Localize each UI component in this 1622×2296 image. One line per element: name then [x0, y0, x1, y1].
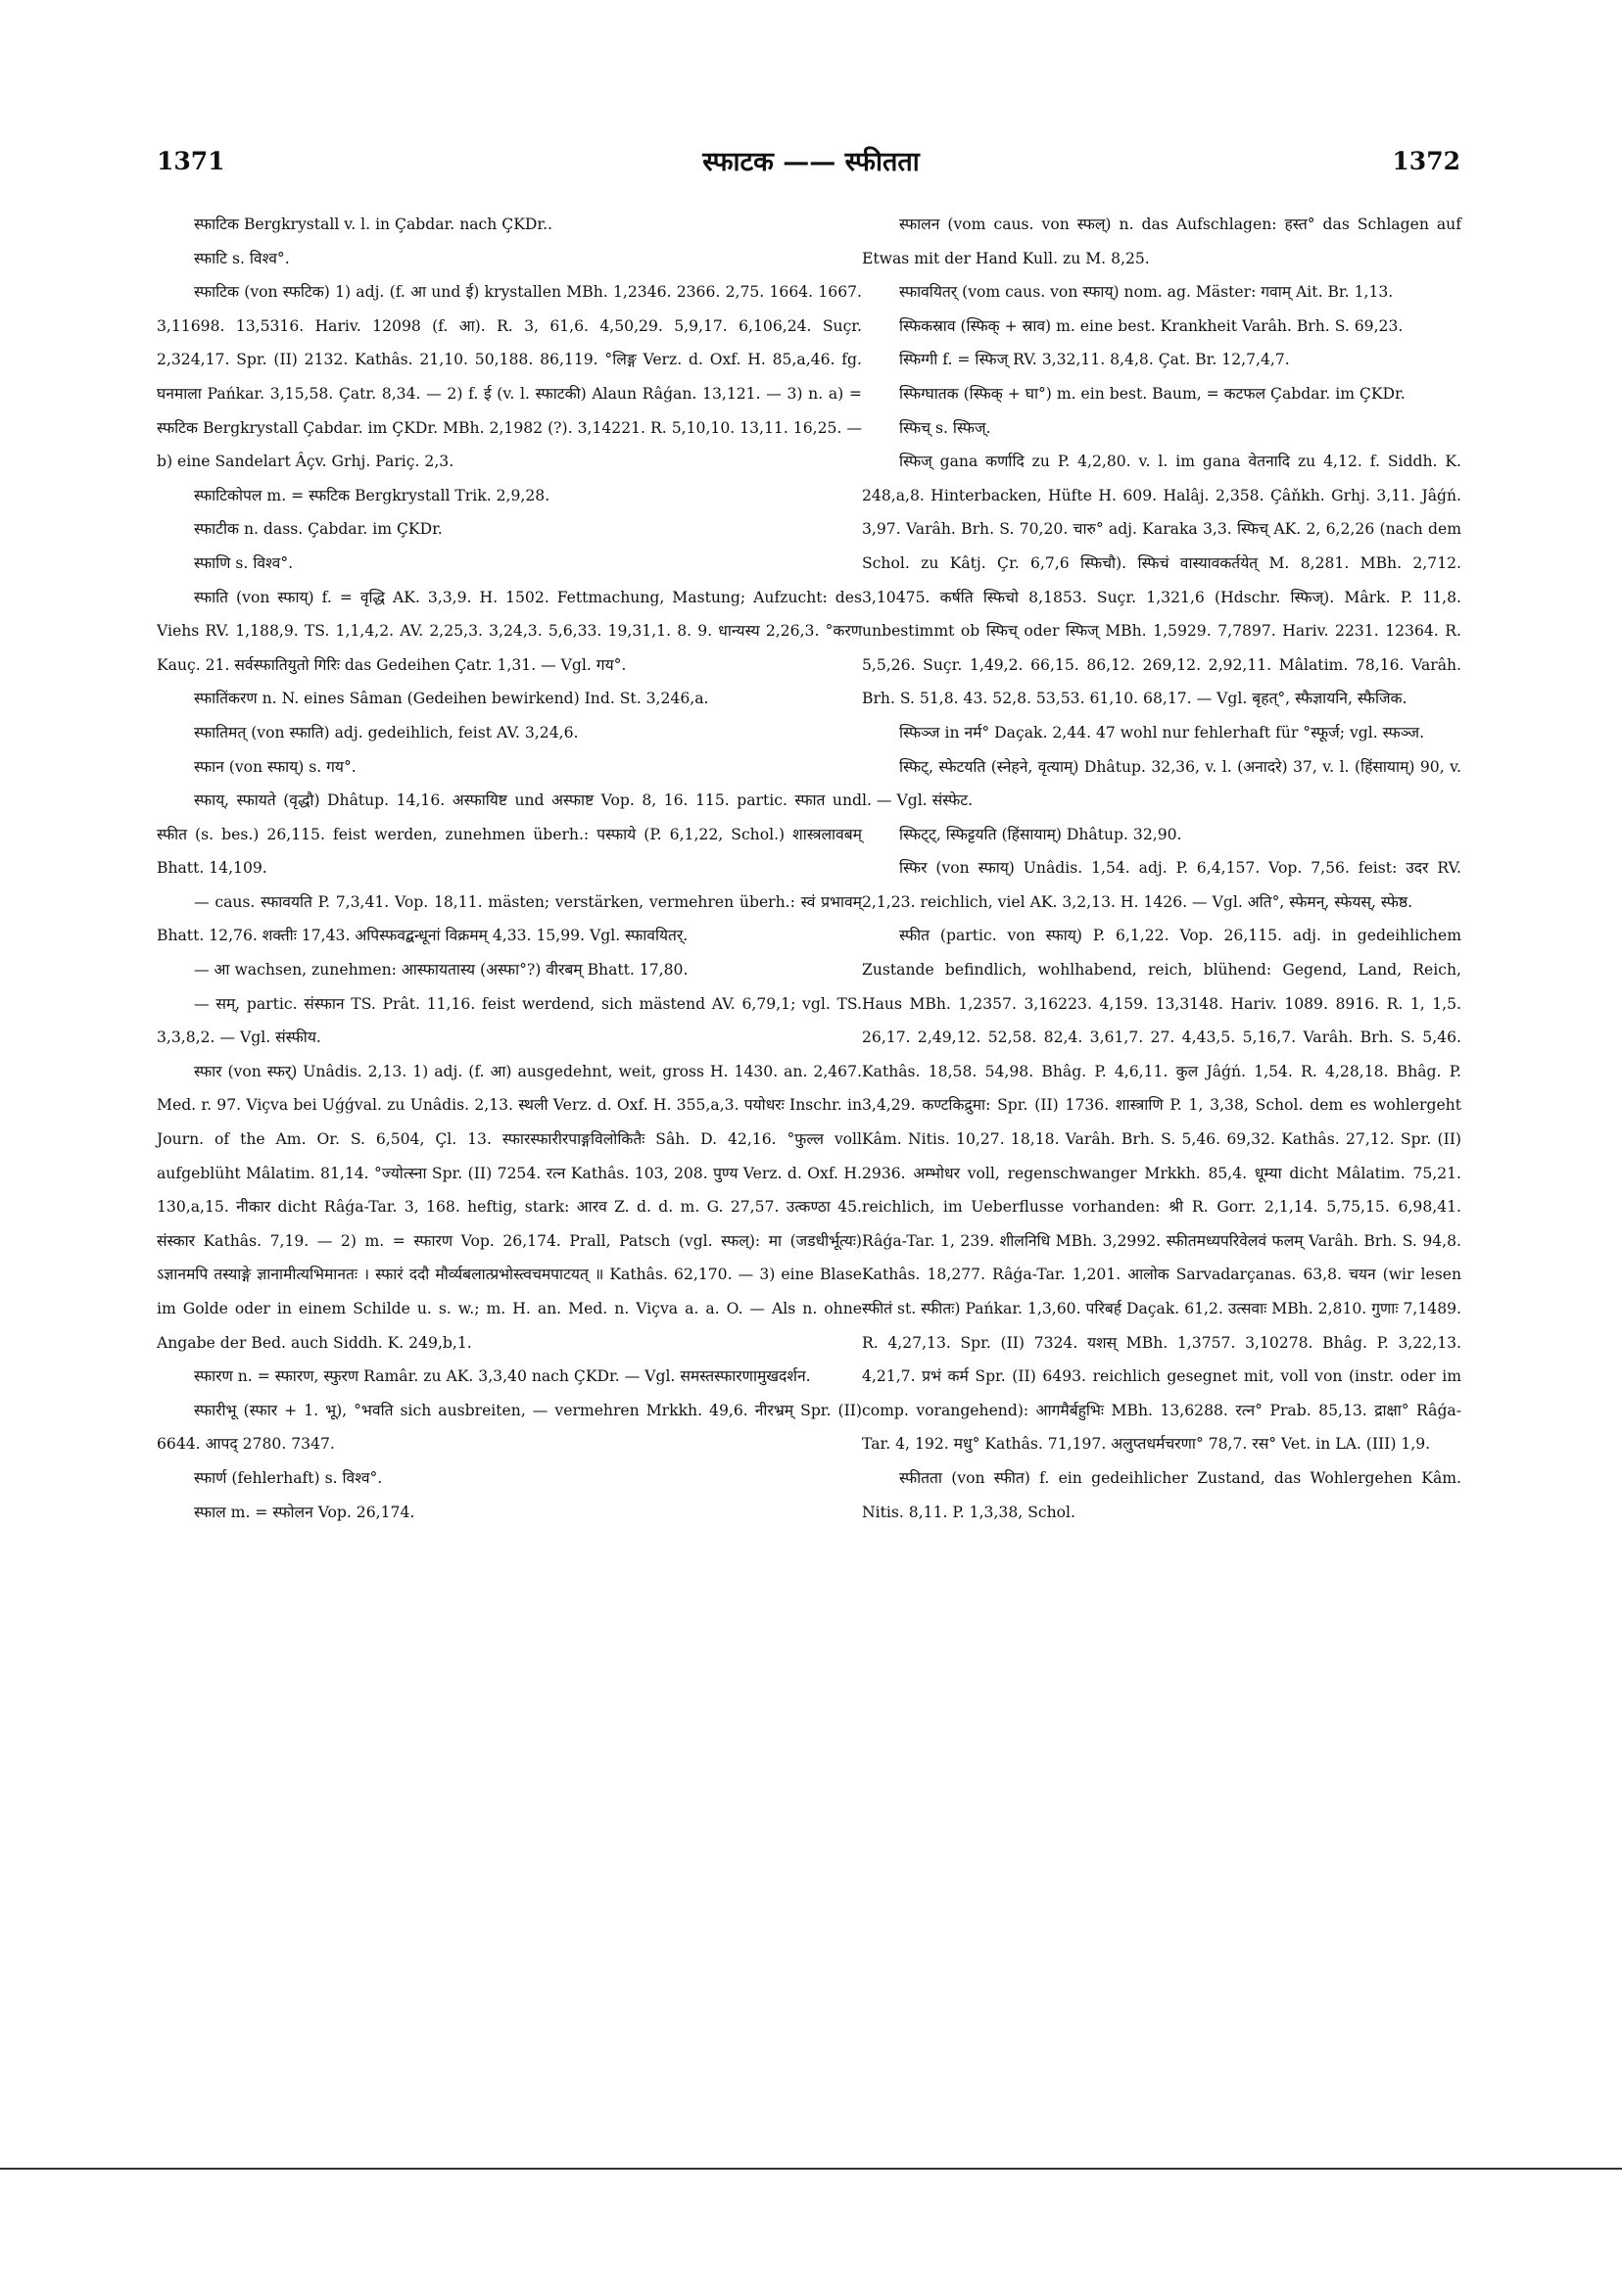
dictionary-entry: — आ wachsen, zunehmen: आस्फायतास्य (अस्फा°?) वीरबम् Bhatt. 17,80.: [194, 961, 689, 980]
dictionary-entry: स्फावयितर् (vom caus. von स्फाय्) nom. ag. Mäster: गवाम् Ait. Br. 1,13.: [899, 283, 1394, 302]
dictionary-entry: स्फिञ्ज in नर्म° Daçak. 2,44. 47 wohl nur fehlerhaft für °स्फूर्ज; vgl. स्फञ्ज.: [899, 723, 1425, 741]
dictionary-entry: स्फाल m. = स्फोलन Vop. 26,174.: [194, 1503, 415, 1521]
dictionary-entry: स्फाय्, स्फायते (वृद्धौ) Dhâtup. 14,16. अस्फायिष्ट und अस्फाष्ट Vop. 8, 16. 115. partic. स्फात und स्फीत (s. bes.) 26,115. feist werden, zunehmen überh.: पस्फाये (P. 6,1,22, Schol.) शास्त्रलावबम् Bhatt. 14,109.: [157, 791, 862, 878]
dictionary-entry: स्फिग्घातक (स्फिक् + घा°) m. ein best. Baum, = कटफल Çabdar. im ÇKDr.: [899, 384, 1406, 403]
dictionary-entry: स्फिट्ट्, स्फिट्टयति (हिंसायाम्) Dhâtup. 32,90.: [899, 825, 1182, 843]
dictionary-entry: स्फिट्, स्फेटयति (स्नेहने, वृत्याम्) Dhâtup. 32,36, v. l. (अनादरे) 37, v. l. (हिंसायाम्) 90, v. l. — Vgl. संस्फेट.: [862, 757, 1461, 810]
dictionary-entry: स्फीत (partic. von स्फाय्) P. 6,1,22. Vop. 26,115. adj. in gedeihlichem Zustande befindlich, wohlhabend, reich, blühend: Gegend, Land, Reich, Haus MBh. 1,2357. 3,16223. 4,159. 13,3148. Hariv. 1089. 8916. R. 1, 1,5. 26,17. 2,49,12. 52,58. 82,4. 3,61,7. 27. 4,43,5. 5,16,7. Varâh. Brh. S. 5,46. Kathâs. 18,58. 54,98. Bhâg. P. 4,6,11. कुल Jâǵń. 1,54. R. 4,28,18. Bhâg. P. 3,4,29. कण्टकिद्रुमा: Spr. (II) 1736. शास्त्राणि P. 1, 3,38, Schol. dem es wohlergeht Kâm. Nitis. 10,27. 18,18. Varâh. Brh. S. 5,46. 69,32. Kathâs. 27,12. Spr. (II) 2936. अम्भोधर voll, regenschwanger Mrkkh. 85,4. धूम्या dicht Mâlatim. 75,21. reichlich, im Ueberflusse vorhanden: श्री R. Gorr. 2,1,14. 5,75,15. 6,98,41. Râǵa-Tar. 1, 239. शीलनिधि MBh. 3,2992. स्फीतमध्यपरिवेलवं फलम् Varâh. Brh. S. 94,8. Kathâs. 18,277. Râǵa-Tar. 1,201. आलोक Sarvadarçanas. 63,8. चयन (wir lesen स्फीतं st. स्फीतः) Pańkar. 1,3,60. परिबर्ह Daçak. 61,2. उत्सवाः MBh. 2,810. गुणाः 7,1489. R. 4,27,13. Spr. (II) 7324. यशस् MBh. 1,3757. 3,10278. Bhâg. P. 3,22,13. 4,21,7. प्रभं कर्म Spr. (II) 6493. reichlich gesegnet mit, voll von (instr. oder im comp. vorangehend): आगमैर्बहुभिः MBh. 13,6288. रत्न° Prab. 85,13. द्राक्षा° Râǵa-Tar. 4, 192. मधु° Kathâs. 71,197. अलुप्तधर्मचरणा° 78,7. रस° Vet. in LA. (III) 1,9.: [862, 927, 1461, 1454]
dictionary-entry: स्फिग्गी f. = स्फिज् RV. 3,32,11. 8,4,8. Çat. Br. 12,7,4,7.: [899, 351, 1290, 369]
running-head: स्फाटक —— स्फीतता: [702, 147, 920, 177]
left-column: [157, 208, 862, 1529]
dictionary-entry: स्फाटीक n. dass. Çabdar. im ÇKDr.: [194, 520, 443, 539]
dictionary-entry: स्फाटिकोपल m. = स्फटिक Bergkrystall Trik. 2,9,28.: [194, 486, 550, 504]
dictionary-entry: स्फाटिक Bergkrystall v. l. in Çabdar. nach ÇKDr..: [194, 215, 553, 233]
dictionary-entry: स्फाटिक (von स्फटिक) 1) adj. (f. आ und ई) krystallen MBh. 1,2346. 2366. 2,75. 1664. 1667. 3,11698. 13,5316. Hariv. 12098 (f. आ). R. 3, 61,6. 4,50,29. 5,9,17. 6,106,24. Suçr. 2,324,17. Spr. (II) 2132. Kathâs. 21,10. 50,188. 86,119. °लिङ्ग Verz. d. Oxf. H. 85,a,46. fg. घनमाला Pańkar. 3,15,58. Çatr. 8,34. — 2) f. ई (v. l. स्फाटकी) Alaun Râǵan. 13,121. — 3) n. a) = स्फटिक Bergkrystall Çabdar. im ÇKDr. MBh. 2,1982 (?). 3,14221. R. 5,10,10. 13,11. 16,25. — b) eine Sandelart Âçv. Grhj. Pariç. 2,3.: [157, 283, 862, 471]
dictionary-entry: स्फीतता (von स्फीत) f. ein gedeihlicher Zustand, das Wohlergehen Kâm. Nitis. 8,11. P. 1,3,38, Schol.: [862, 1468, 1461, 1521]
dictionary-entry: स्फिज् gana कर्णादि zu P. 4,2,80. v. l. im gana वेतनादि zu 4,12. f. Siddh. K. 248,a,8. Hinterbacken, Hüfte H. 609. Halâj. 2,358. Çâňkh. Grhj. 3,11. Jâǵń. 3,97. Varâh. Brh. S. 70,20. चारु° adj. Karaka 3,3. स्फिच् AK. 2, 6,2,26 (nach dem Schol. zu Kâtj. Çr. 6,7,6 स्फिचौ). स्फिचं वास्यावकर्तयेत् M. 8,281. MBh. 2,712. 3,10475. कर्षति स्फिचो 8,1853. Suçr. 1,321,6 (Hdschr. स्फिज्). Mârk. P. 11,8. unbestimmt ob स्फिच् oder स्फिज् MBh. 1,5929. 7,7897. Hariv. 2231. 12364. R. 5,5,26. Suçr. 1,49,2. 66,15. 86,12. 269,12. 2,92,11. Mâlatim. 78,16. Varâh. Brh. S. 51,8. 43. 52,8. 53,53. 61,10. 68,17. — Vgl. बृहत्°, स्फैज्ञायनि, स्फैजिक.: [862, 453, 1461, 708]
dictionary-entry: स्फारण n. = स्फारण, स्फुरण Ramâr. zu AK. 3,3,40 nach ÇKDr. — Vgl. समस्तस्फारणामुखदर्शन.: [194, 1367, 811, 1386]
footer-rule: [0, 2168, 1622, 2170]
dictionary-entry: स्फिकस्राव (स्फिक् + स्राव) m. eine best. Krankheit Varâh. Brh. S. 69,23.: [899, 316, 1404, 335]
dictionary-entry: स्फार (von स्फर्) Unâdis. 2,13. 1) adj. (f. आ) ausgedehnt, weit, gross H. 1430. an. 2,467. Med. r. 97. Viçva bei Uǵǵval. zu Unâdis. 2,13. स्थली Verz. d. Oxf. H. 355,a,3. पयोधरः Inschr. in Journ. of the Am. Or. S. 6,504, Çl. 13. स्फारस्फारीरपाङ्गविलोकितैः Sâh. D. 42,16. °फुल्ल voll aufgeblüht Mâlatim. 81,14. °ज्योत्स्ना Spr. (II) 7254. रत्न Kathâs. 103, 208. पुण्य Verz. d. Oxf. H. 130,a,15. नीकार dicht Râǵa-Tar. 3, 168. heftig, stark: आरव Z. d. d. m. G. 27,57. उत्कण्ठा 45. संस्कार Kathâs. 7,19. — 2) m. = स्फारण Vop. 26,174. Prall, Patsch (vgl. स्फल्): मा (जडधीर्भूत्यः) ऽज्ञानमपि तस्याङ्गे ज्ञानामीत्यभिमानतः । स्फारं ददौ मौर्व्यबलात्प्रभोस्त्वचमपाटयत् ॥ Kathâs. 62,170. — 3) eine Blase im Golde oder in einem Schilde u. s. w.; m. H. an. Med. n. Viçva a. a. O. — Als n. ohne Angabe der Bed. auch Siddh. K. 249,b,1.: [157, 1062, 862, 1352]
dictionary-entry: स्फातिमत् (von स्फाति) adj. gedeihlich, feist AV. 3,24,6.: [194, 723, 579, 741]
dictionary-entry: स्फाति (von स्फाय्) f. = वृद्धि AK. 3,3,9. H. 1502. Fettmachung, Mastung; Aufzucht: des Viehs RV. 1,188,9. TS. 1,1,4,2. AV. 2,25,3. 3,24,3. 5,6,33. 19,31,1. 8. 9. धान्यस्य 2,26,3. °करण Kauç. 21. सर्वस्फातियुतो गिरिः das Gedeihen Çatr. 1,31. — Vgl. गय°.: [157, 588, 862, 674]
dictionary-entry: स्फाटि s. विश्व°.: [194, 249, 290, 267]
dictionary-entry: स्फारीभू (स्फार + 1. भू), °भवति sich ausbreiten, — vermehren Mrkkh. 49,6. नीरभ्रम् Spr. (II) 6644. आपद् 2780. 7347.: [157, 1401, 862, 1454]
right-column: [862, 208, 1461, 1529]
page-number-right: 1372: [1392, 147, 1460, 175]
dictionary-entry: — सम्, partic. संस्फान TS. Prât. 11,16. feist werdend, sich mästend AV. 6,79,1; vgl. TS. 3,3,8,2. — Vgl. संस्फीय.: [157, 994, 862, 1047]
dictionary-entry: — caus. स्फावयति P. 7,3,41. Vop. 18,11. mästen; verstärken, vermehren überh.: स्वं प्रभावम् Bhatt. 12,76. शक्तीः 17,43. अपिस्फवद्बन्धूनां विक्रमम् 4,33. 15,99. Vgl. स्फावयितर्.: [157, 892, 862, 945]
dictionary-entry: स्फिर (von स्फाय्) Unâdis. 1,54. adj. P. 6,4,157. Vop. 7,56. feist: उदर RV. 2,1,23. reichlich, viel AK. 3,2,13. H. 1426. — Vgl. अति°, स्फेमन्, स्फेयस्, स्फेष्ठ.: [862, 859, 1461, 911]
dictionary-entry: स्फाणि s. विश्व°.: [194, 553, 294, 572]
dictionary-entry: स्फालन (vom caus. von स्फल्) n. das Aufschlagen: हस्त° das Schlagen auf Etwas mit der Hand Kull. zu M. 8,25.: [862, 215, 1461, 267]
dictionary-entry: स्फातिंकरण n. N. eines Sâman (Gedeihen bewirkend) Ind. St. 3,246,a.: [194, 690, 709, 708]
dictionary-entry: स्फिच् s. स्फिज्.: [899, 418, 991, 437]
dictionary-entry: स्फार्ण (fehlerhaft) s. विश्व°.: [194, 1468, 383, 1487]
dictionary-entry: स्फान (von स्फाय्) s. गय°.: [194, 757, 357, 776]
page-number-left: 1371: [157, 147, 225, 175]
